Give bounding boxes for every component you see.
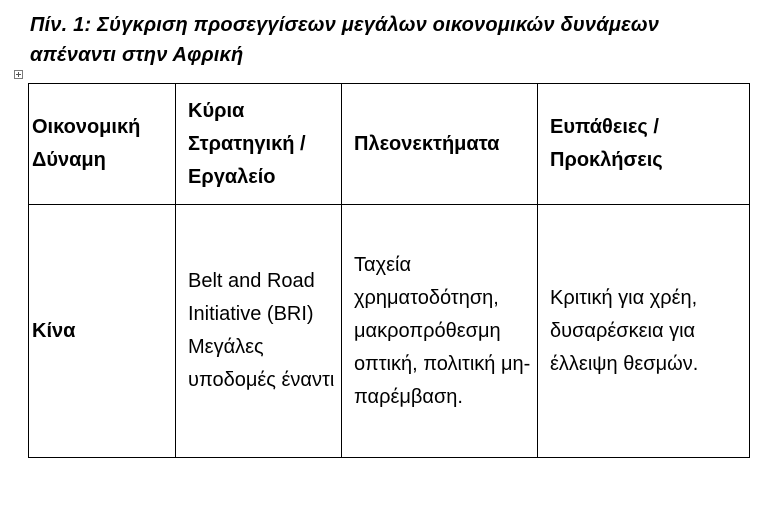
header-challenges: Ευπάθειες / Προκλήσεις bbox=[538, 84, 750, 205]
cell-advantages: Ταχεία χρηματοδότηση, μακροπρόθεσμη οπτική, πολιτική μη-παρέμβαση. bbox=[342, 205, 538, 458]
table-row bbox=[29, 205, 750, 458]
header-advantages: Πλεονεκτήματα bbox=[342, 84, 538, 205]
header-strategy: Κύρια Στρατηγική / Εργαλείο bbox=[176, 84, 342, 205]
comparison-table bbox=[28, 83, 750, 458]
cell-challenges: Κριτική για χρέη, δυσαρέσκεια για έλλειψη θεσμών. bbox=[538, 205, 750, 458]
table-caption: Πίν. 1: Σύγκριση προσεγγίσεων μεγάλων οικονομικών δυνάμεων απέναντι στην Αφρική bbox=[30, 14, 660, 66]
cell-power: Κίνα bbox=[29, 205, 176, 458]
move-arrows-icon[interactable] bbox=[14, 70, 23, 79]
table-header-row bbox=[29, 84, 750, 205]
header-economic-power: Οικονομική Δύναμη bbox=[29, 84, 176, 205]
cell-strategy: Belt and Road Initiative (BRI) Μεγάλες υποδομές έναντι bbox=[176, 205, 342, 458]
